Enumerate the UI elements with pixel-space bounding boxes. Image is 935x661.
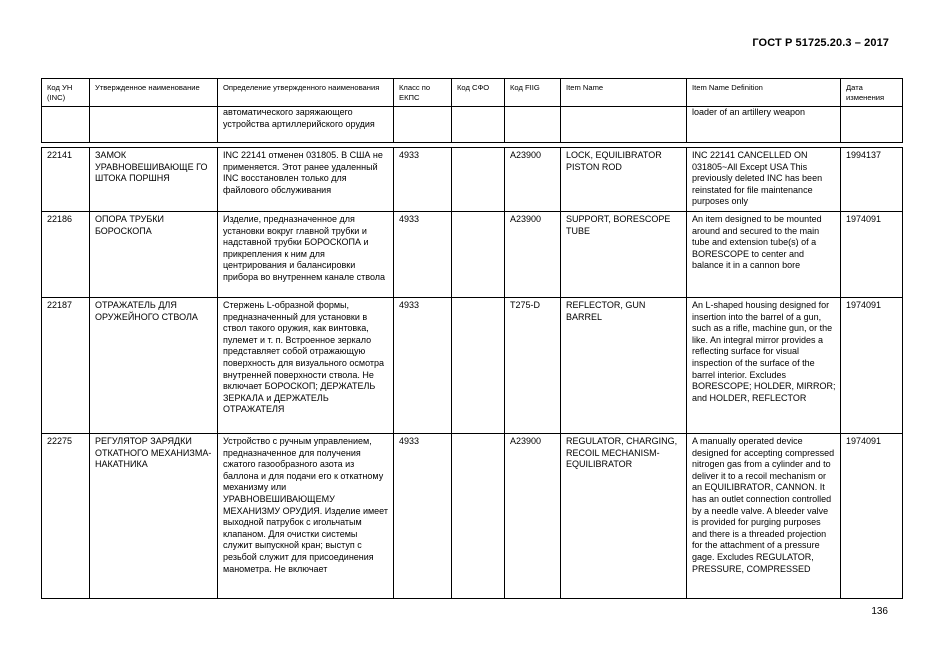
table-row (42, 107, 903, 143)
cell-fiig-code: A23900 (505, 211, 561, 297)
cell-item-name: REGULATOR, CHARGING, RECOIL MECHANISM-EQUILIBRATOR (561, 433, 687, 598)
cell-ekps-class: 4933 (394, 297, 452, 433)
cell-item-name-definition: An L-shaped housing designed for insertion into the barrel of a gun, such as a rifle, machine gun, or the like. An integral mirror provides a reflecting surface for visual inspection of the surface of the barrel interior. Excludes BORESCOPE; HOLDER, MIRROR; and HOLDER, REFLECTOR (687, 297, 841, 433)
cell-item-name: SUPPORT, BORESCOPE TUBE (561, 211, 687, 297)
catalog-table (41, 78, 903, 599)
cell-item-name-definition: INC 22141 CANCELLED ON 031805~All Except USA This previously deleted INC has been reinstated for file maintenance purposes only (687, 148, 841, 212)
table-row (42, 211, 903, 297)
column-header-fiig-code: Код FIIG (505, 79, 561, 107)
column-header-inc: Код УН (INC) (42, 79, 90, 107)
cell-sfo-code (452, 297, 505, 433)
cell-sfo-code (452, 433, 505, 598)
cell-inc: 22275 (42, 433, 90, 598)
cell-sfo-code (452, 211, 505, 297)
cell-change-date: 1974091 (841, 297, 903, 433)
cell-ekps-class: 4933 (394, 211, 452, 297)
cell-approved-name: РЕГУЛЯТОР ЗАРЯДКИ ОТКАТНОГО МЕХАНИЗМА-НАКАТНИКА (90, 433, 218, 598)
table-row (42, 148, 903, 212)
cell-fiig-code: A23900 (505, 433, 561, 598)
document-standard-header: ГОСТ Р 51725.20.3 – 2017 (752, 37, 889, 49)
cell-definition: Стержень L-образной формы, предназначенный для установки в ствол такого оружия, как винтовка, пулемет и т. п. Встроенное зеркало представляет собой отражающую поверхность для визуального осмотра внутренней поверхности ствола. Не включает БОРОСКОП; ДЕРЖАТЕЛЬ ЗЕРКАЛА и ДЕРЖАТЕЛЬ ОТРАЖАТЕЛЯ (218, 297, 394, 433)
cell-sfo-code (452, 148, 505, 212)
cell-change-date: 1974091 (841, 211, 903, 297)
cell-ekps-class (394, 107, 452, 143)
table-header-row (42, 79, 903, 107)
cell-item-name (561, 107, 687, 143)
cell-fiig-code: A23900 (505, 148, 561, 212)
table-row (42, 433, 903, 598)
cell-item-name: LOCK, EQUILIBRATOR PISTON ROD (561, 148, 687, 212)
cell-definition: автоматического заряжающего устройства артиллерийского орудия (218, 107, 394, 143)
cell-item-name-definition: A manually operated device designed for accepting compressed nitrogen gas from a cylinder and to deliver it to a recoil mechanism or an EQUILIBRATOR, CANNON. It has an outlet connection controlled by a needle valve. A bleeder valve is provided for purging purposes and there is a threaded projection for the attachment of a pressure gage. Excludes REGULATOR, PRESSURE, COMPRESSED (687, 433, 841, 598)
cell-item-name: REFLECTOR, GUN BARREL (561, 297, 687, 433)
cell-approved-name: ОПОРА ТРУБКИ БОРОСКОПА (90, 211, 218, 297)
column-header-definition: Определение утвержденного наименования (218, 79, 394, 107)
table-row (42, 297, 903, 433)
cell-definition: Устройство с ручным управлением, предназначенное для получения сжатого газообразного азота из баллона и для подачи его к откатному механизму или УРАВНОВЕШИВАЮЩЕМУ МЕХАНИЗМУ ОРУДИЯ. Изделие имеет выходной патрубок с игольчатым клапаном. Для очистки системы служит выпускной кран; выступ с резьбой служит для присоединения манометра. Не включает (218, 433, 394, 598)
cell-inc: 22187 (42, 297, 90, 433)
cell-inc: 22141 (42, 148, 90, 212)
cell-change-date: 1974091 (841, 433, 903, 598)
column-header-item-name-definition: Item Name Definition (687, 79, 841, 107)
cell-fiig-code (505, 107, 561, 143)
column-header-ekps-class: Класс по ЕКПС (394, 79, 452, 107)
cell-item-name-definition: loader of an artillery weapon (687, 107, 841, 143)
cell-item-name-definition: An item designed to be mounted around and secured to the main tube and extension tube(s) of a BORESCOPE to center and balance it in a cannon bore (687, 211, 841, 297)
cell-definition: Изделие, предназначенное для установки вокруг главной трубки и надставной трубки БОРОСКОПА и прикрепления к ним для центрирования и балансировки прибора во внутреннем канале ствола (218, 211, 394, 297)
cell-fiig-code: T275-D (505, 297, 561, 433)
cell-ekps-class: 4933 (394, 148, 452, 212)
column-header-item-name: Item Name (561, 79, 687, 107)
cell-approved-name: ОТРАЖАТЕЛЬ ДЛЯ ОРУЖЕЙНОГО СТВОЛА (90, 297, 218, 433)
cell-inc (42, 107, 90, 143)
column-header-approved-name: Утвержденное наименование (90, 79, 218, 107)
cell-approved-name: ЗАМОК УРАВНОВЕШИВАЮЩЕ ГО ШТОКА ПОРШНЯ (90, 148, 218, 212)
cell-approved-name (90, 107, 218, 143)
column-header-change-date: Дата изменения (841, 79, 903, 107)
cell-change-date: 1994137 (841, 148, 903, 212)
page-number: 136 (871, 606, 888, 617)
cell-ekps-class: 4933 (394, 433, 452, 598)
cell-change-date (841, 107, 903, 143)
cell-sfo-code (452, 107, 505, 143)
cell-definition: INC 22141 отменен 031805. В США не применяется. Этот ранее удаленный INC восстановлен только для файлового обслуживания (218, 148, 394, 212)
column-header-sfo-code: Код СФО (452, 79, 505, 107)
cell-inc: 22186 (42, 211, 90, 297)
